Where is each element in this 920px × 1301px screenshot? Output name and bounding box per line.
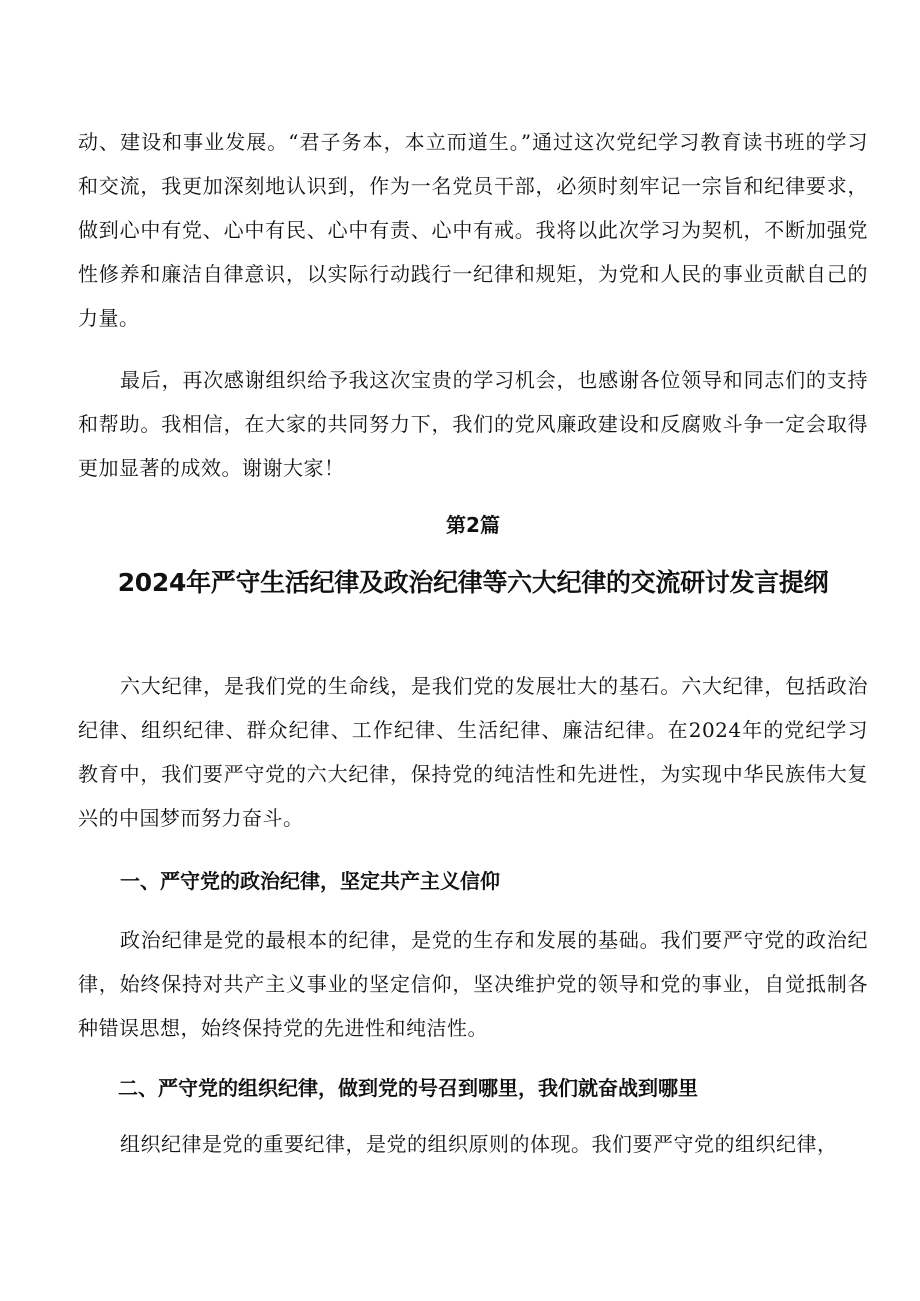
- paragraph-political-discipline: 政治纪律是党的最根本的纪律，是党的生存和发展的基础。我们要严守党的政治纪律，始终保持对共产主义事业的坚定信仰，坚决维护党的领导和党的事业，自觉抵制各种错误思想，始终保持党的先进性和纯洁性。: [78, 928, 868, 1040]
- paragraph-intro: 六大纪律，是我们党的生命线，是我们党的发展壮大的基石。六大纪律，包括政治纪律、组织纪律、群众纪律、工作纪律、生活纪律、廉洁纪律。在2024年的党纪学习教育中，我们要严守党的六大纪律，保持党的纯洁性和先进性，为实现中华民族伟大复兴的中国梦而努力奋斗。: [78, 674, 868, 830]
- subheading-political-discipline: 一、严守党的政治纪律，坚定共产主义信仰: [120, 869, 500, 893]
- paragraph-thanks: 最后，再次感谢组织给予我这次宝贵的学习机会，也感谢各位领导和同志们的支持和帮助。我相信，在大家的共同努力下，我们的党风廉政建设和反腐败斗争一定会取得更加显著的成效。谢谢大家！: [78, 368, 868, 480]
- paragraph-organizational-discipline: 组织纪律是党的重要纪律，是党的组织原则的体现。我们要严守党的组织纪律，: [120, 1132, 838, 1156]
- subheading-organizational-discipline: 二、严守党的组织纪律，做到党的号召到哪里，我们就奋战到哪里: [118, 1076, 698, 1100]
- section-label: 第2篇: [446, 513, 500, 537]
- document-title: 2024年严守生活纪律及政治纪律等六大纪律的交流研讨发言提纲: [117, 568, 829, 597]
- paragraph-conclusion-continued: 动、建设和事业发展。“君子务本，本立而道生。”通过这次党纪学习教育读书班的学习和交流，我更加深刻地认识到，作为一名党员干部，必须时刻牢记一宗旨和纪律要求，做到心中有党、心中有民、心中有责、心中有戒。我将以此次学习为契机，不断加强党性修养和廉洁自律意识，以实际行动践行一纪律和规矩，为党和人民的事业贡献自己的力量。: [78, 130, 868, 330]
